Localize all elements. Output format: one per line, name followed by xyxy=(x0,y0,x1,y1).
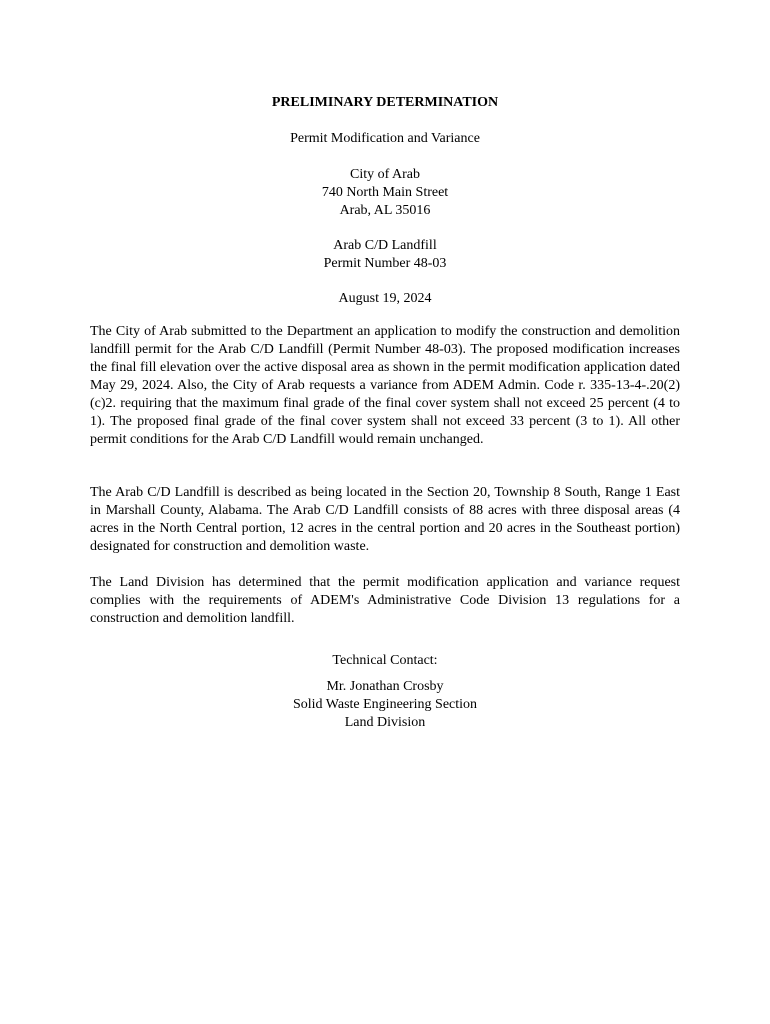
facility-name: Arab C/D Landfill xyxy=(333,238,437,253)
subtitle-text: Permit Modification and Variance xyxy=(290,131,480,146)
applicant-address-block xyxy=(90,166,680,220)
document-subtitle xyxy=(90,130,680,148)
title-text: PRELIMINARY DETERMINATION xyxy=(271,95,499,110)
contact-division: Land Division xyxy=(344,715,426,730)
document-date xyxy=(90,290,680,308)
applicant-name: City of Arab xyxy=(350,167,420,182)
contact-heading-text: Technical Contact: xyxy=(332,653,438,668)
technical-contact-heading xyxy=(90,652,680,670)
contact-section: Solid Waste Engineering Section xyxy=(292,697,478,712)
date-text: August 19, 2024 xyxy=(338,291,432,306)
paragraph-application: The City of Arab submitted to the Department an application to modify the construction and demolition landfill permit for the Arab C/D Landfill (Permit Number 48-03). The proposed modification increases the final fill elevation over the active disposal area as shown in the permit modification application dated May 29, 2024. Also, the City of Arab requests a variance from ADEM Admin. Code r. 335-13-4-.20(2)(c)2. requiring that the maximum final grade of the final cover system shall not exceed 25 percent (4 to 1). The proposed final grade of the final cover system shall not exceed 33 percent (3 to 1). All other permit conditions for the Arab C/D Landfill would remain unchanged. xyxy=(90,324,680,447)
permit-number: Permit Number 48-03 xyxy=(323,256,447,271)
technical-contact-block xyxy=(90,678,680,732)
paragraph-determination: The Land Division has determined that the permit modification application and variance request complies with the requirements of ADEM's Administrative Code Division 13 regulations for a construction and demolition landfill. xyxy=(90,575,680,626)
document-title xyxy=(90,94,680,112)
paragraph-location: The Arab C/D Landfill is described as being located in the Section 20, Township 8 South, Range 1 East in Marshall County, Alabama. The Arab C/D Landfill consists of 88 acres with three disposal areas (4 acres in the North Central portion, 12 acres in the central portion and 20 acres in the Southeast portion) designated for construction and demolition waste. xyxy=(90,485,680,554)
facility-block xyxy=(90,237,680,273)
contact-name: Mr. Jonathan Crosby xyxy=(326,679,444,694)
applicant-city-state-zip: Arab, AL 35016 xyxy=(339,203,431,218)
applicant-street: 740 North Main Street xyxy=(321,185,449,200)
